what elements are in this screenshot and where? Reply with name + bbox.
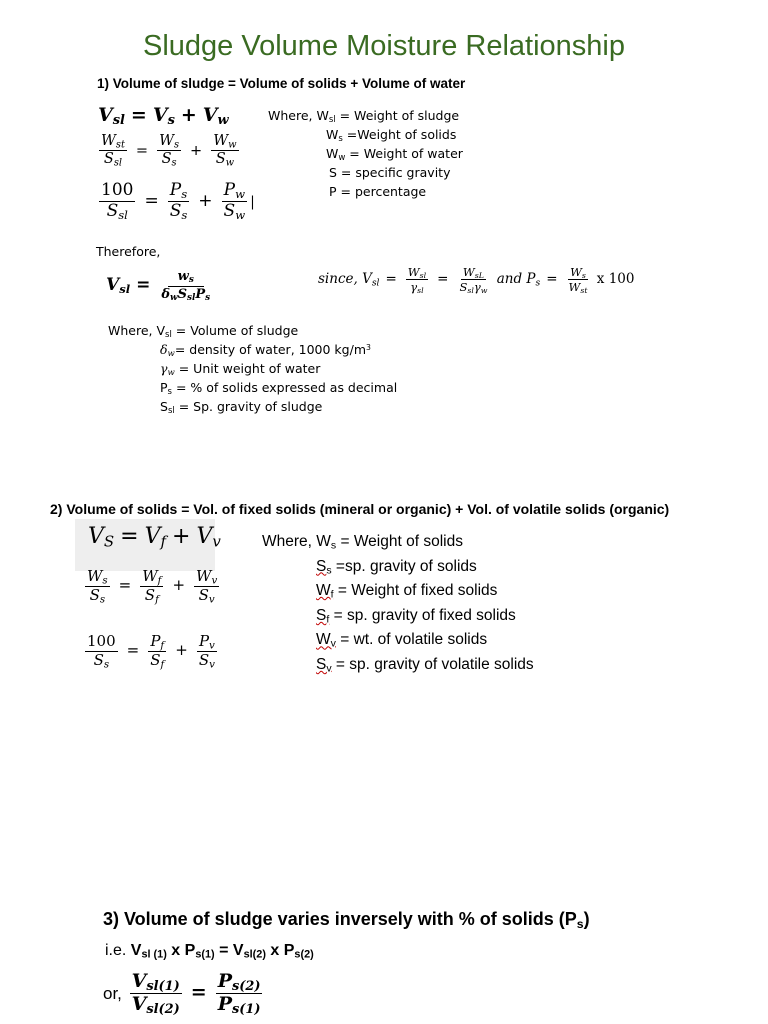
where-line: $W_w$ = Weight of water: [326, 146, 463, 164]
page-title: Sludge Volume Moisture Relationship: [143, 30, 625, 62]
where-line: $W_v$ = wt. of volatile solids: [316, 631, 488, 650]
equation-vsl-result: $V_{sl}$ = $\frac{w_s}{\delta_wS_{sl}P_s}$: [106, 269, 211, 303]
section-1-where-block: [268, 106, 463, 201]
where-line: S = specific gravity: [329, 165, 451, 180]
where-line: $S_f$ = sp. gravity of fixed solids: [316, 606, 516, 626]
section-1-heading: 1) Volume of sludge = Volume of solids + Volume of water: [97, 76, 466, 91]
number-100: 100: [101, 180, 134, 200]
therefore-label: Therefore,: [96, 244, 161, 259]
section-2-where-block: [262, 530, 534, 678]
equation-solids-weight-ratio: $\frac{W_s}{S_s}$ = $\frac{W_f}{S_f}$ + $\frac{W_v}{S_v}$: [87, 567, 218, 606]
where-line: $S_v$ = sp. gravity of volatile solids: [316, 655, 534, 675]
equation-weight-ratio: $\frac{W_{st}}{S_{sl}}$ = $\frac{W_s}{S_s}$ + $\frac{W_w}{S_w}$: [101, 133, 237, 169]
section-3-heading: 3) Volume of sludge varies inversely with % of solids $(P_s)$: [103, 909, 590, 932]
where-line: $W_s$ =Weight of solids: [326, 127, 457, 145]
where-line: Where, $W_{sl}$ = Weight of sludge: [268, 108, 460, 126]
definition-line: $S_{sl} = Sp$. gravity of sludge: [160, 399, 323, 417]
definition-line: $P_s$ = % of solids expressed as decimal: [160, 380, 398, 398]
definition-line: Where, $V_{sl}$ = Volume of sludge: [108, 323, 299, 341]
where-line: P = percentage: [329, 184, 427, 199]
where-line: $S_s =sp$. gravity of solids: [316, 557, 477, 577]
equation-vsl-sum: $V_{sl} = V_s + V_w$: [98, 104, 229, 129]
inverse-relation-line: i.e. $V_{sl (1)}$ x $P_{s(1)} = V_{sl(2)}$ x $P_{s(2)}$: [105, 942, 314, 961]
equation-since-expression: since, $V_{sl}$ = $\frac{W_{sl}}{\gamma_{sl}}$ = $\frac{W_{sL}}{S_{sl}\gamma_w}$ and $P_s$ = $\frac{W_s}{W_{st}}$ x 100: [318, 265, 635, 296]
equation-solids-percentage-ratio: $\frac{100}{S_s}$ = $\frac{P_f}{S_f}$ + $\frac{P_v}{S_v}$: [87, 632, 215, 671]
where-line: $W_f$ = Weight of fixed solids: [316, 582, 498, 601]
section-1-definitions: [108, 321, 397, 416]
where-line: Where, $W_s$ = Weight of solids: [262, 533, 463, 552]
equation-vs-sum: $V_S = V_f + V_v$: [88, 524, 221, 551]
definition-line: $\gamma_w$ = Unit weight of water: [160, 361, 321, 379]
equation-percentage-ratio: $\frac{100}{S_{sl}}$ = $\frac{P_s}{S_s}$ + $\frac{P_w}{S_w}$ |: [101, 180, 255, 222]
definition-line: $\delta_w=$ density of water, 1000 $kg/m^3$: [160, 342, 371, 360]
equation-inverse-ratio: or, $\frac{V_{sl(1)}}{V_{sl(2)}}$ = $\frac{P_{s(2)}}{P_{s(1)}}$: [103, 970, 261, 1018]
section-2-heading: 2) Volume of solids = Vol. of fixed solids (mineral or organic) + Vol. of volatile solids (organic): [50, 501, 670, 517]
